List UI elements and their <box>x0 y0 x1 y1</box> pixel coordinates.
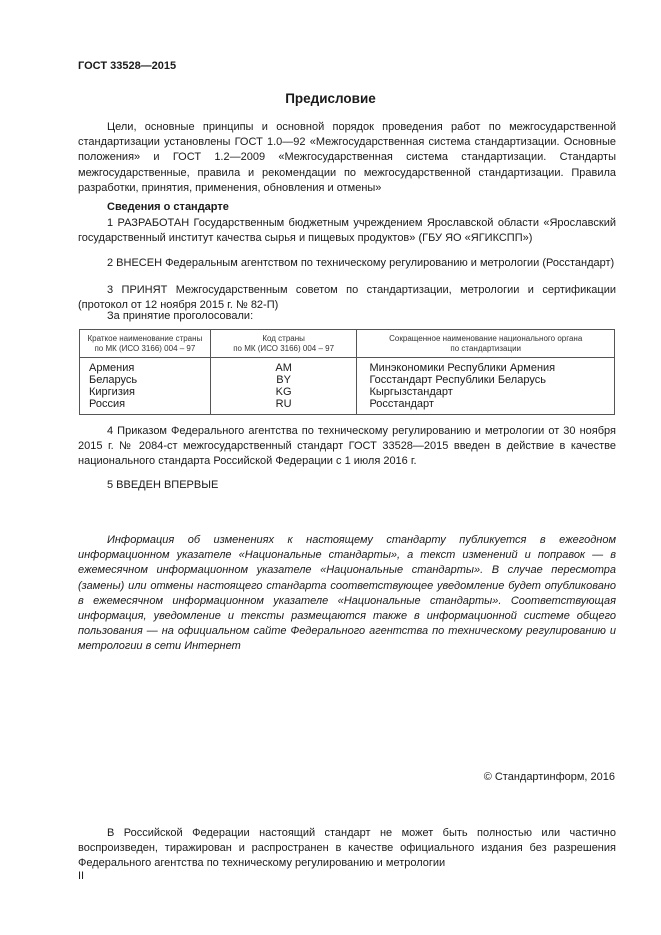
national-bodies-cell <box>357 358 615 415</box>
country-name: Киргизия <box>89 386 135 398</box>
country-name: Армения <box>89 362 135 374</box>
page-number: II <box>78 870 85 882</box>
national-body: Росстандарт <box>369 398 434 410</box>
national-body: Госстандарт Республики Беларусь <box>369 374 546 386</box>
country-codes-cell <box>210 358 357 415</box>
standard-info-heading: Сведения о стандарте <box>107 201 229 213</box>
national-body: Кыргызстандарт <box>369 386 453 398</box>
reproduction-notice: В Российской Федерации настоящий стандарт не может быть полностью или частично воспроизведен, тиражирован и распространен в качестве официального издания без разрешения Федерального агентства по техническому регулированию и метрологии <box>78 827 616 870</box>
country-name: Беларусь <box>89 374 138 386</box>
intro-paragraph: Цели, основные принципы и основной порядок проведения работ по межгосударственной стандартизации установлены ГОСТ 1.0—92 «Межгосударственная система стандартизации. Основные положения» и ГОСТ 1.2—2009 «Межгосударственная система стандартизации. Стандарты межгосударственные, правила и рекомендации по межгосударственной стандартизации. Правила разработки, принятия, применения, обновления и отмены» <box>78 121 616 194</box>
item-first-introduced: 5 ВВЕДЕН ВПЕРВЫЕ <box>107 479 219 491</box>
country-code: RU <box>275 398 292 410</box>
country-code: BY <box>276 374 291 386</box>
country-name: Россия <box>89 398 126 410</box>
header-country-code: Код страны по МК (ИСО 3166) 004 – 97 <box>210 330 357 358</box>
header-country-name: Краткое наименование страны по МК (ИСО 3166) 004 – 97 <box>80 330 211 358</box>
header-national-body: Сокращенное наименование национального органа по стандартизации <box>357 330 615 358</box>
item-submitted: 2 ВНЕСЕН Федеральным агентством по техническому регулированию и метрологии (Росстандарт) <box>107 257 615 269</box>
country-code: AM <box>275 362 292 374</box>
vote-label: За принятие проголосовали: <box>107 310 254 322</box>
page-title: Предисловие <box>285 91 376 106</box>
copyright: © Стандартинформ, 2016 <box>483 771 615 783</box>
table-header-row <box>80 330 615 358</box>
item-adopted: 3 ПРИНЯТ Межгосударственным советом по стандартизации, метрологии и сертификации (протокол от 12 ноября 2015 г. № 82-П) <box>78 284 616 312</box>
country-code: KG <box>275 386 292 398</box>
item-enacted: 4 Приказом Федерального агентства по техническому регулированию и метрологии от 30 ноября 2015 г. № 2084-ст межгосударственный стандарт ГОСТ 33528—2015 введен в действие в качестве национального стандарта Российской Федерации с 1 июля 2016 г. <box>78 425 616 468</box>
country-names-cell <box>80 358 211 415</box>
amendments-notice: Информация об изменениях к настоящему стандарту публикуется в ежегодном информационном указателе «Национальные стандарты», а текст изменений и поправок — в ежемесячном информационном указателе «Национальные стандарты». В случае пересмотра (замены) или отмены настоящего стандарта соответствующее уведомление будет опубликовано в ежемесячном информационном указателе «Национальные стандарты». Соответствующая информация, уведомление и тексты размещаются также в информационной системе общего пользования — на официальном сайте Федерального агентства по техническому регулированию и метрологии в сети Интернет <box>78 534 616 653</box>
document-code: ГОСТ 33528—2015 <box>78 60 177 72</box>
table-body <box>80 358 615 415</box>
voting-countries-table <box>79 329 615 415</box>
item-developed: 1 РАЗРАБОТАН Государственным бюджетным учреждением Ярославской области «Ярославский государственный институт качества сырья и пищевых продуктов» (ГБУ ЯО «ЯГИКСПП») <box>78 217 616 245</box>
national-body: Минэкономики Республики Армения <box>369 362 556 374</box>
